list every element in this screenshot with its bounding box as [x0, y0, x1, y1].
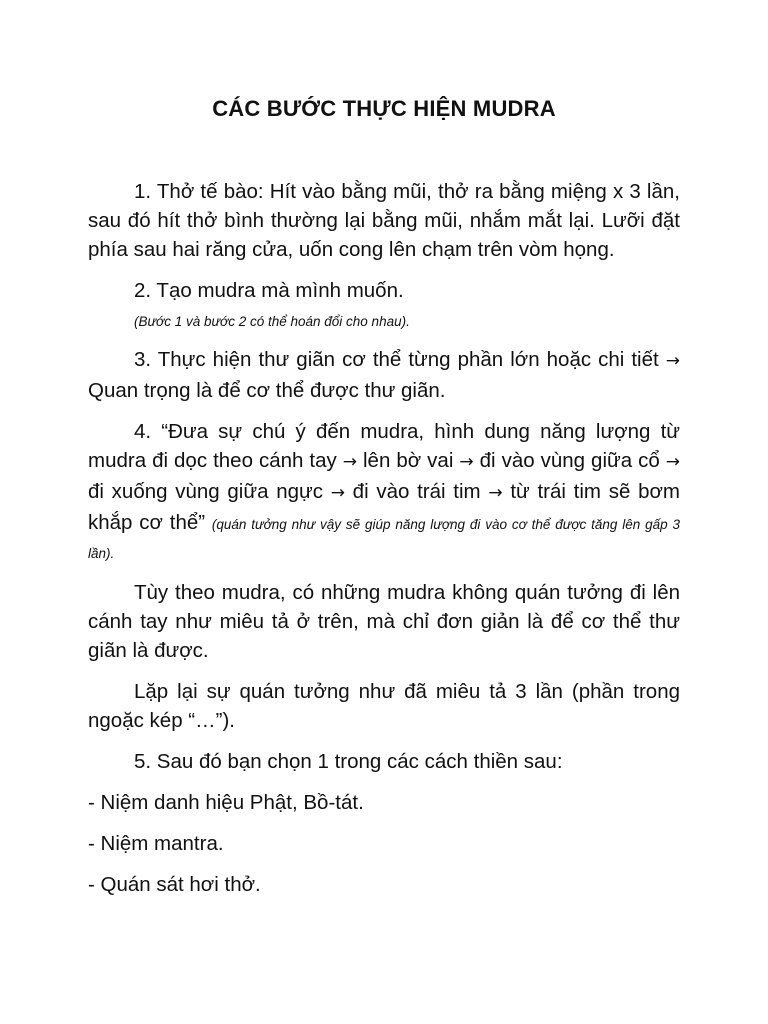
step-4-note: (quán tưởng như vậy sẽ giúp năng lượng đi vào cơ thể được tăng lên gấp 3 lần). — [88, 517, 680, 561]
document-body — [88, 177, 680, 911]
arrow-right-icon: → — [459, 452, 474, 472]
list-item: - Niệm danh hiệu Phật, Bồ-tát. — [88, 791, 364, 814]
step-4-text-d: đi xuống vùng giữa ngực — [88, 480, 323, 503]
arrow-right-icon: → — [665, 351, 680, 371]
step-4-text-c: đi vào vùng giữa cổ — [479, 449, 660, 472]
page-title: CÁC BƯỚC THỰC HIỆN MUDRA — [212, 96, 556, 121]
arrow-right-icon: → — [665, 452, 681, 472]
arrow-right-icon: → — [342, 452, 357, 472]
arrow-right-icon: → — [330, 483, 345, 503]
step-3-text-a: 3. Thực hiện thư giãn cơ thể từng phần lớn hoặc chi tiết — [134, 348, 659, 371]
step-5-paragraph: 5. Sau đó bạn chọn 1 trong các cách thiền sau: — [134, 750, 563, 773]
step-1-2-note: (Bước 1 và bước 2 có thể hoán đổi cho nhau). — [134, 314, 410, 329]
step-3-paragraph — [88, 345, 680, 405]
step-4-text-e: đi vào trái tim — [352, 480, 481, 503]
step-4-paragraph — [88, 417, 680, 566]
list-item: - Quán sát hơi thở. — [88, 873, 261, 896]
step-3-text-b: Quan trọng là để cơ thể được thư giãn. — [88, 379, 446, 402]
step-2-paragraph: 2. Tạo mudra mà mình muốn. — [134, 279, 404, 302]
paragraph-lap-lai: Lặp lại sự quán tưởng như đã miêu tả 3 lần (phần trong ngoặc kép “…”). — [88, 680, 680, 732]
step-4-text-f: từ trái tim sẽ bơm khắp cơ thể” — [88, 480, 680, 534]
paragraph-tuy-theo: Tùy theo mudra, có những mudra không quán tưởng đi lên cánh tay như miêu tả ở trên, mà chỉ đơn giản là để cơ thể thư giãn là được. — [88, 581, 680, 662]
arrow-right-icon: → — [488, 483, 503, 503]
step-1-paragraph: 1. Thở tế bào: Hít vào bằng mũi, thở ra bằng miệng x 3 lần, sau đó hít thở bình thường lại bằng mũi, nhắm mắt lại. Lưỡi đặt phía sau hai răng cửa, uốn cong lên chạm trên vòm họng. — [88, 180, 680, 261]
list-item: - Niệm mantra. — [88, 832, 224, 855]
step-4-text-a: 4. “Đưa sự chú ý đến mudra, hình dung năng lượng từ mudra đi dọc theo cánh tay — [88, 420, 680, 472]
step-4-text-b: lên bờ vai — [363, 449, 454, 472]
